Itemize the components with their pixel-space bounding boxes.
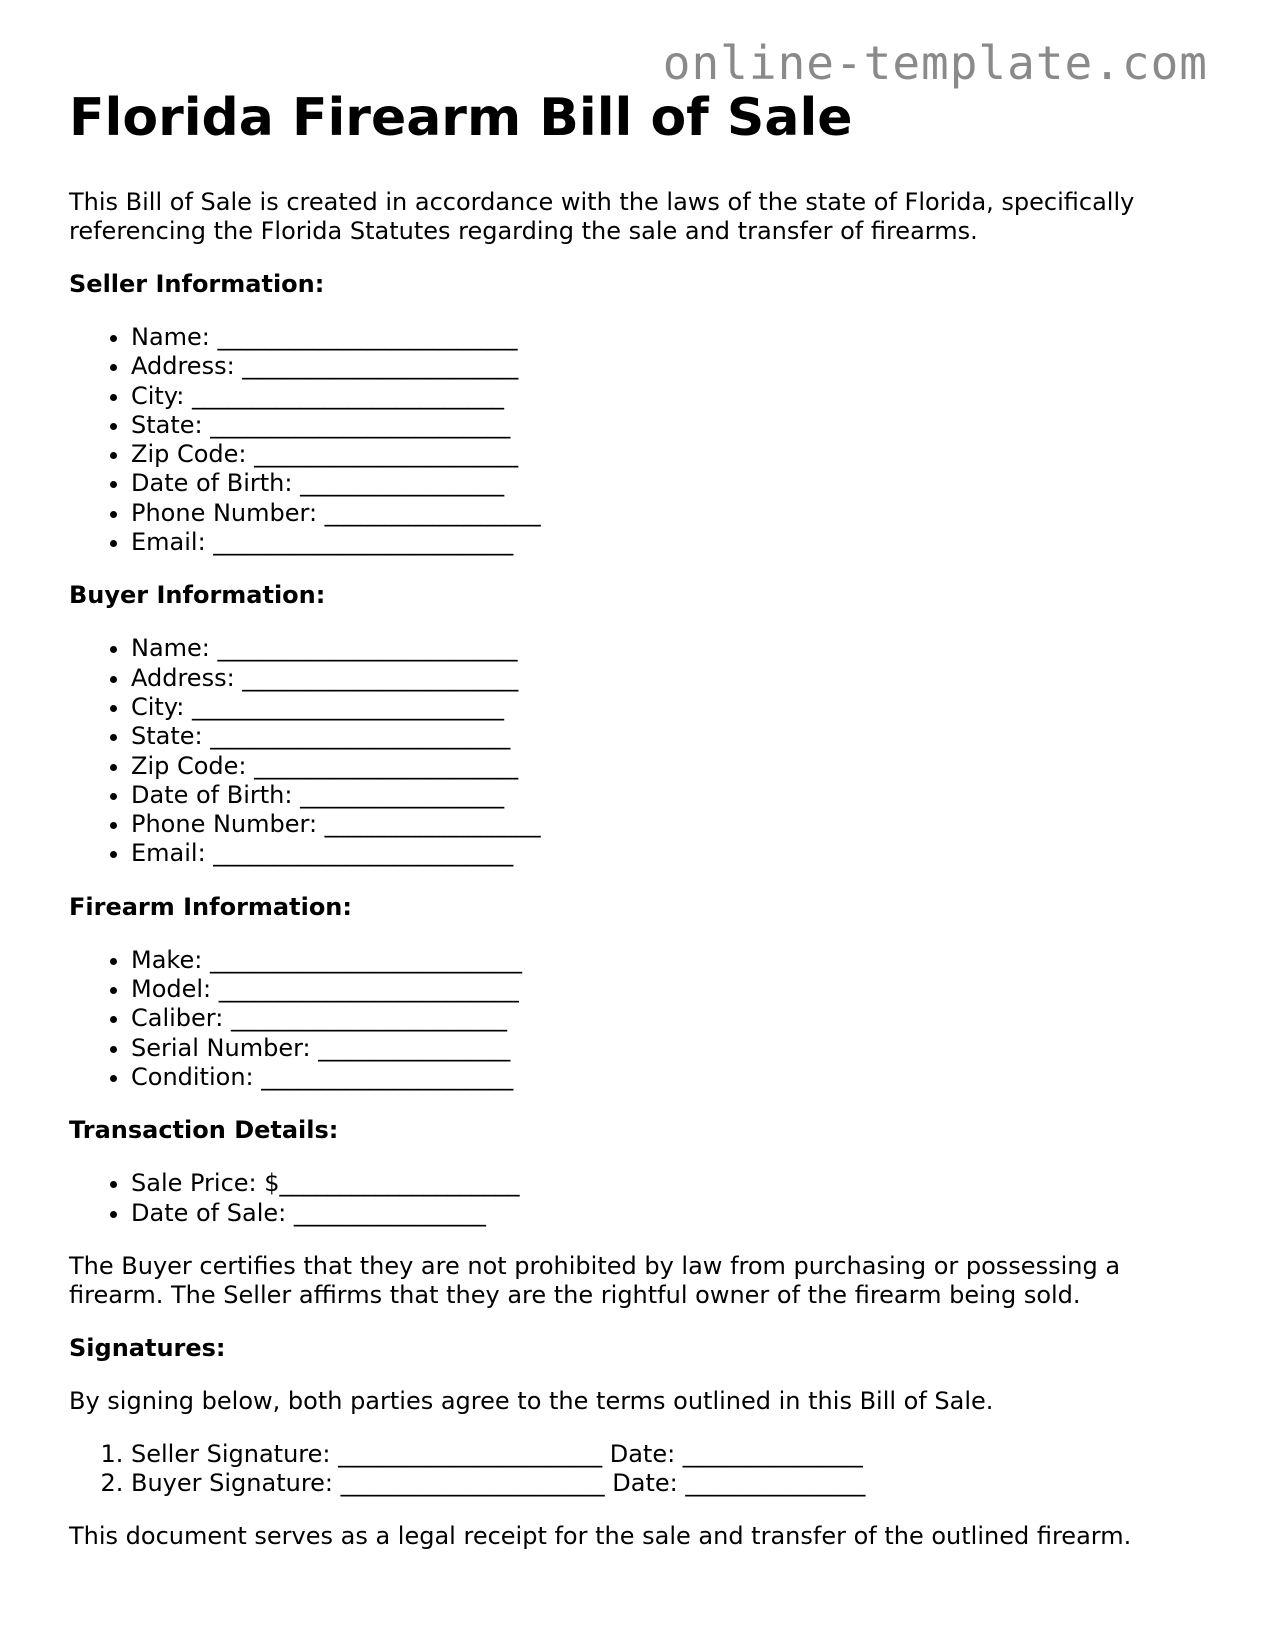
seller-email-field: • Email: _________________________	[131, 528, 1209, 557]
seller-dob-field: • Date of Birth: _________________	[131, 469, 1209, 498]
buyer-fields	[69, 634, 1209, 868]
buyer-name-field: • Name: _________________________	[131, 634, 1209, 663]
firearm-fields	[69, 946, 1209, 1092]
buyer-heading: Buyer Information:	[69, 581, 326, 610]
seller-signature-line: 1. Seller Signature: ______________________ Date: _______________	[131, 1440, 1209, 1469]
seller-city-field: • City: __________________________	[131, 382, 1209, 411]
seller-name-field: • Name: _________________________	[131, 323, 1209, 352]
transaction-fields	[69, 1169, 1209, 1228]
sale-date-field: • Date of Sale: ________________	[131, 1199, 1209, 1228]
seller-heading: Seller Information:	[69, 270, 325, 298]
certification-paragraph: The Buyer certifies that they are not prohibited by law from purchasing or possessing a firearm. The Seller affirms that they are the rightful owner of the firearm being sold.	[69, 1251, 1121, 1309]
seller-address-field: • Address: _______________________	[131, 352, 1209, 381]
seller-state-field: • State: _________________________	[131, 411, 1209, 440]
firearm-make-field: • Make: __________________________	[131, 946, 1209, 975]
seller-phone-field: • Phone Number: __________________	[131, 499, 1209, 528]
buyer-phone-field: • Phone Number: __________________	[131, 810, 1209, 839]
firearm-heading: Firearm Information:	[69, 892, 352, 921]
closing-paragraph: This document serves as a legal receipt for the sale and transfer of the outlined firearm.	[69, 1522, 1132, 1551]
intro-paragraph: This Bill of Sale is created in accordance with the laws of the state of Florida, specifically referencing the Florida Statutes regarding the sale and transfer of firearms.	[69, 188, 1135, 245]
signatures-heading: Signatures:	[69, 1333, 226, 1362]
seller-fields	[69, 323, 1209, 557]
transaction-heading: Transaction Details:	[69, 1116, 339, 1145]
buyer-signature-line: 2. Buyer Signature: ______________________ Date: _______________	[131, 1469, 1209, 1498]
document-page	[69, 86, 1209, 1575]
buyer-state-field: • State: _________________________	[131, 722, 1209, 751]
signature-lines	[69, 1440, 1209, 1499]
buyer-zip-field: • Zip Code: ______________________	[131, 752, 1209, 781]
firearm-caliber-field: • Caliber: _______________________	[131, 1004, 1209, 1033]
buyer-email-field: • Email: _________________________	[131, 839, 1209, 868]
buyer-city-field: • City: __________________________	[131, 693, 1209, 722]
seller-zip-field: • Zip Code: ______________________	[131, 440, 1209, 469]
agreement-paragraph: By signing below, both parties agree to the terms outlined in this Bill of Sale.	[69, 1386, 994, 1415]
buyer-dob-field: • Date of Birth: _________________	[131, 781, 1209, 810]
firearm-condition-field: • Condition: _____________________	[131, 1063, 1209, 1092]
buyer-address-field: • Address: _______________________	[131, 664, 1209, 693]
watermark: online-template.com	[662, 36, 1208, 90]
firearm-model-field: • Model: _________________________	[131, 975, 1209, 1004]
document-title: Florida Firearm Bill of Sale	[69, 88, 853, 148]
sale-price-field: • Sale Price: $____________________	[131, 1169, 1209, 1198]
firearm-serial-field: • Serial Number: ________________	[131, 1034, 1209, 1063]
